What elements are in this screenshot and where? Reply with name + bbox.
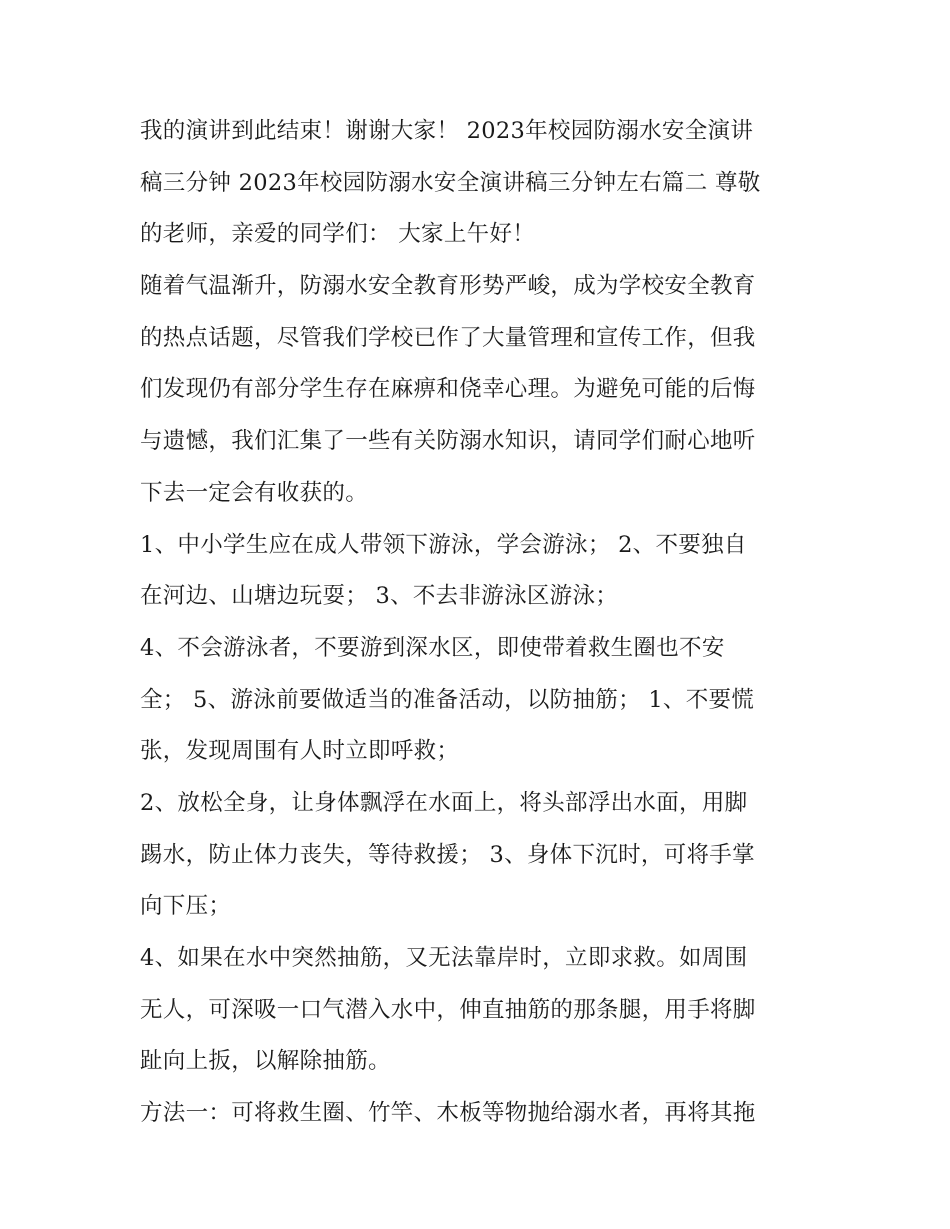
text-line: 2、放松全身，让身体飘浮在水面上，将头部浮出水面，用脚 [140,789,748,816]
text-line: 与遗憾，我们汇集了一些有关防溺水知识，请同学们耐心地听 [140,428,756,455]
text-line: 在河边、山塘边玩耍； 3、不去非游泳区游泳； [140,583,619,610]
text-line: 趾向上扳，以解除抽筋。 [140,1048,391,1075]
text-line: 4、不会游泳者，不要游到深水区，即使带着救生圈也不安 [140,634,725,661]
text-line: 的热点话题，尽管我们学校已作了大量管理和宣传工作，但我 [140,324,756,351]
text-line: 随着气温渐升，防溺水安全教育形势严峻，成为学校安全教育 [140,273,756,300]
text-line: 无人，可深吸一口气潜入水中，伸直抽筋的那条腿，用手将脚 [140,996,756,1023]
text-line: 踢水，防止体力丧失，等待救援； 3、身体下沉时，可将手掌 [140,841,755,868]
text-line: 全； 5、游泳前要做适当的准备活动，以防抽筋； 1、不要慌 [140,686,755,713]
text-line: 向下压； [140,893,232,920]
text-line: 们发现仍有部分学生存在麻痹和侥幸心理。为避免可能的后悔 [140,376,756,403]
text-line: 1、中小学生应在成人带领下游泳，学会游泳； 2、不要独自 [140,531,747,558]
text-line: 我的演讲到此结束！谢谢大家！ 2023年校园防溺水安全演讲 [140,118,754,144]
document-body [140,106,820,1140]
text-line: 稿三分钟 2023年校园防溺水安全演讲稿三分钟左右篇二 尊敬 [140,169,761,196]
text-line: 的老师，亲爱的同学们： 大家上午好！ [140,221,536,248]
text-line: 下去一定会有收获的。 [140,479,369,506]
text-line: 4、如果在水中突然抽筋，又无法靠岸时，立即求救。如周围 [140,945,748,971]
text-line: 方法一：可将救生圈、竹竿、木板等物抛给溺水者，再将其拖 [140,1100,756,1127]
text-line: 张，发现周围有人时立即呼救； [140,738,460,765]
